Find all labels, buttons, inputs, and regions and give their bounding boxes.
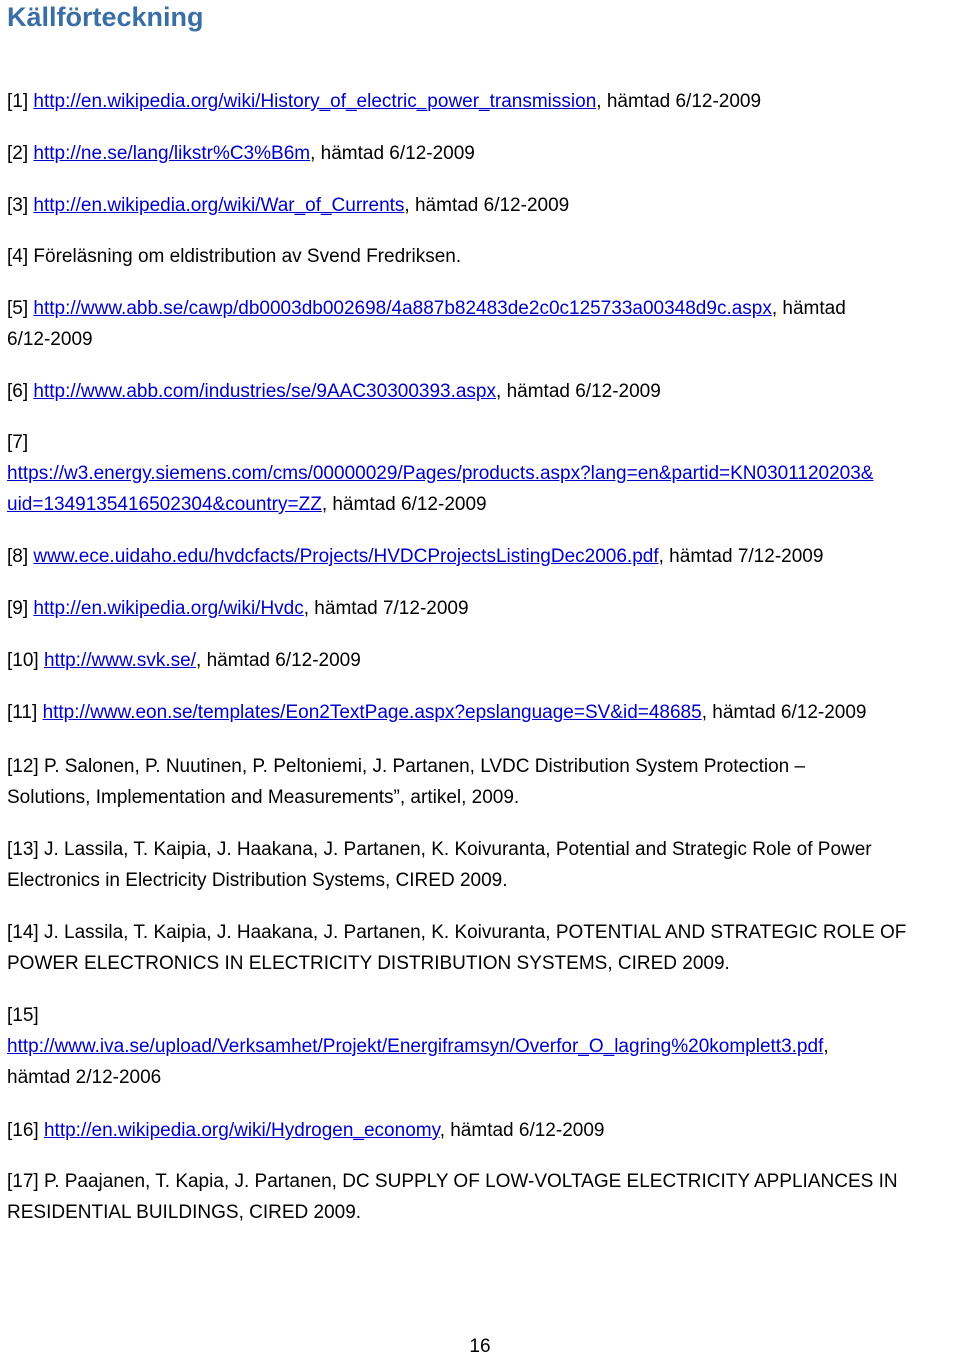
reference-link[interactable]: http://en.wikipedia.org/wiki/Hvdc [33, 598, 304, 619]
reference-text: , hämtad [771, 298, 846, 319]
reference-line [7, 697, 957, 728]
reference-text: [16] [7, 1120, 44, 1141]
reference-text: [15] [7, 1005, 39, 1026]
reference-line [7, 458, 957, 489]
reference-text: , [823, 1036, 829, 1057]
reference-text: [4] Föreläsning om eldistribution av Svend Fredriksen. [7, 246, 462, 267]
reference-link[interactable]: http://en.wikipedia.org/wiki/History_of_electric_power_transmission [33, 91, 597, 112]
reference-line [7, 427, 957, 458]
reference-text: [14] J. Lassila, T. Kaipia, J. Haakana, J. Partanen, K. Koivuranta, POTENTIAL AND STRATEGIC ROLE OF [7, 922, 907, 943]
reference-line [7, 1031, 957, 1062]
page-heading: Källförteckning [7, 2, 204, 32]
reference-line [7, 645, 957, 676]
reference-line [7, 1062, 957, 1093]
reference-line [7, 751, 957, 782]
reference-line [7, 138, 957, 169]
reference-link[interactable]: https://w3.energy.siemens.com/cms/00000029/Pages/products.aspx?lang=en&partid=KN0301120203& [7, 463, 874, 484]
reference-item [7, 1166, 957, 1228]
reference-text: , hämtad 6/12-2009 [321, 494, 487, 515]
reference-item [7, 86, 957, 117]
reference-link[interactable]: http://ne.se/lang/likstr%C3%B6m [33, 143, 311, 164]
reference-text: , hämtad 6/12-2009 [404, 195, 570, 216]
reference-text: [8] [7, 546, 34, 567]
reference-item [7, 190, 957, 221]
reference-text: Solutions, Implementation and Measurements”, artikel, 2009. [7, 787, 520, 808]
reference-line [7, 241, 957, 272]
reference-item [7, 645, 957, 676]
reference-text: [2] [7, 143, 34, 164]
reference-line [7, 86, 957, 117]
reference-item [7, 1115, 957, 1146]
reference-text: Electronics in Electricity Distribution Systems, CIRED 2009. [7, 870, 508, 891]
reference-text: [9] [7, 598, 34, 619]
reference-text: [11] [7, 702, 43, 723]
reference-text: , hämtad 7/12-2009 [303, 598, 469, 619]
reference-text: hämtad 2/12-2006 [7, 1067, 162, 1088]
reference-link[interactable]: http://en.wikipedia.org/wiki/Hydrogen_economy [43, 1120, 440, 1141]
reference-link[interactable]: http://www.abb.com/industries/se/9AAC30300393.aspx [33, 381, 497, 402]
reference-text: , hämtad 6/12-2009 [310, 143, 475, 164]
reference-item [7, 917, 957, 979]
reference-text: , hämtad 6/12-2009 [496, 381, 661, 402]
reference-item [7, 1000, 957, 1093]
reference-text: [1] [7, 91, 34, 112]
reference-line [7, 782, 957, 813]
reference-line [7, 593, 957, 624]
reference-line [7, 1166, 957, 1197]
reference-item [7, 427, 957, 520]
reference-item [7, 593, 957, 624]
reference-text: [3] [7, 195, 34, 216]
reference-line [7, 865, 957, 896]
reference-line [7, 917, 957, 948]
reference-text: , hämtad 6/12-2009 [596, 91, 762, 112]
reference-line [7, 190, 957, 221]
reference-item [7, 138, 957, 169]
reference-text: RESIDENTIAL BUILDINGS, CIRED 2009. [7, 1202, 362, 1223]
reference-item [7, 241, 957, 272]
reference-text: [17] P. Paajanen, T. Kapia, J. Partanen, DC SUPPLY OF LOW-VOLTAGE ELECTRICITY APPLIANCES IN [7, 1171, 898, 1192]
reference-link[interactable]: http://www.eon.se/templates/Eon2TextPage.aspx?epslanguage=SV&id=48685 [42, 702, 702, 723]
reference-link[interactable]: http://www.abb.se/cawp/db0003db002698/4a887b82483de2c0c125733a00348d9c.aspx [33, 298, 772, 319]
reference-line [7, 1000, 957, 1031]
reference-item [7, 293, 957, 355]
reference-line [7, 376, 957, 407]
reference-text: , hämtad 6/12-2009 [196, 650, 361, 671]
reference-line [7, 489, 957, 520]
reference-item [7, 697, 957, 728]
reference-link[interactable]: www.ece.uidaho.edu/hvdcfacts/Projects/HVDCProjectsListingDec2006.pdf [33, 546, 659, 567]
reference-item [7, 376, 957, 407]
reference-text: [5] [7, 298, 34, 319]
reference-text: [10] [7, 650, 44, 671]
reference-item [7, 834, 957, 896]
reference-link[interactable]: http://en.wikipedia.org/wiki/War_of_Currents [33, 195, 405, 216]
reference-link[interactable]: http://www.svk.se/ [43, 650, 197, 671]
reference-line [7, 1115, 957, 1146]
reference-link[interactable]: http://www.iva.se/upload/Verksamhet/Projekt/Energiframsyn/Overfor_O_lagring%20komplett3.pdf [7, 1036, 824, 1057]
reference-text: [7] [7, 432, 29, 453]
reference-text: [12] P. Salonen, P. Nuutinen, P. Peltoniemi, J. Partanen, LVDC Distribution System Protection – [7, 756, 806, 777]
reference-link[interactable]: uid=1349135416502304&country=ZZ [7, 494, 322, 515]
reference-line [7, 541, 957, 572]
reference-line [7, 834, 957, 865]
reference-line [7, 293, 957, 324]
reference-text: 6/12-2009 [7, 329, 93, 350]
reference-text: , hämtad 7/12-2009 [658, 546, 824, 567]
reference-text: [13] J. Lassila, T. Kaipia, J. Haakana, J. Partanen, K. Koivuranta, Potential and Strategic Role of Power [7, 839, 872, 860]
reference-item [7, 751, 957, 813]
reference-line [7, 1197, 957, 1228]
reference-line [7, 948, 957, 979]
page-number: 16 [469, 1336, 491, 1357]
reference-text: POWER ELECTRONICS IN ELECTRICITY DISTRIBUTION SYSTEMS, CIRED 2009. [7, 953, 730, 974]
reference-text: [6] [7, 381, 34, 402]
reference-line [7, 324, 957, 355]
reference-text: , hämtad 6/12-2009 [439, 1120, 605, 1141]
reference-text: , hämtad 6/12-2009 [701, 702, 867, 723]
reference-item [7, 541, 957, 572]
